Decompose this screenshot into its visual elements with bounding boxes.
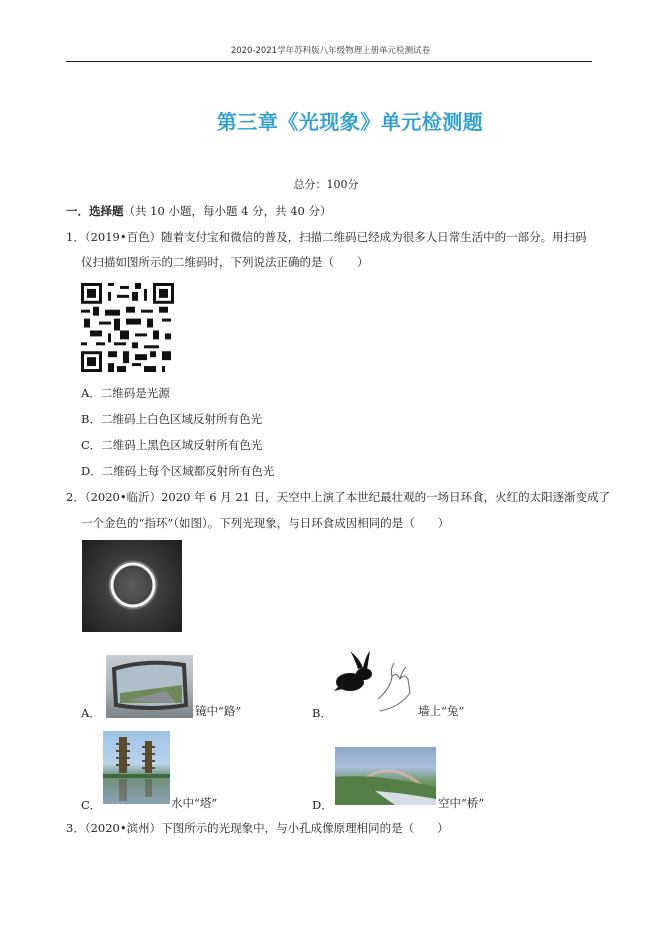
qr-code-image: [81, 283, 174, 372]
q1-stem-line2: 仪扫描如图所示的二维码时，下列说法正确的是（ ）: [81, 255, 369, 269]
q2-stem-line2: 一个金色的“指环”（如图）。下列光现象，与日环食成因相同的是（ ）: [81, 516, 450, 530]
q2-option-b-letter: B．: [312, 706, 332, 720]
document-title: 第三章《光现象》单元检测题: [216, 110, 484, 134]
q2-option-a-letter: A．: [81, 706, 101, 720]
page-header: 2020-2021学年苏科版八年级物理上册单元检测试卷: [230, 46, 431, 56]
q1-option-a: A．二维码是光源: [81, 386, 170, 400]
section-note: （共 10 小题，每小题 4 分，共 40 分）: [123, 204, 332, 218]
q2-stem-line1: 2．（2020•临沂）2020 年 6 月 21 日，天空中上演了本世纪最壮观的一场日环食，火红的太阳逐渐变成了: [66, 490, 611, 504]
q1-option-b: B．二维码上白色区域反射所有色光: [81, 412, 262, 426]
section-label: 一．选择题: [66, 204, 124, 218]
q2-option-c-text: 水中“塔”: [171, 796, 218, 810]
q2-option-c-letter: C．: [81, 798, 102, 812]
q2-option-a-text: 镜中“路”: [195, 704, 242, 718]
pagoda-reflection-photo: [103, 731, 170, 804]
car-mirror-photo: [106, 655, 193, 718]
section-heading: [66, 203, 332, 219]
q1-stem-line1: 1．（2019•百色）随着支付宝和微信的普及，扫描二维码已经成为很多人日常生活中的一部分。用扫码: [66, 230, 587, 244]
q1-option-d: D．二维码上每个区域都反射所有色光: [81, 464, 275, 478]
rainbow-landscape-photo: [335, 747, 436, 805]
total-score: 总分：100分: [293, 178, 359, 191]
q2-option-d-text: 空中“桥”: [438, 796, 485, 810]
hand-shadow-rabbit-image: [330, 649, 418, 717]
q1-option-c: C．二维码上黑色区域反射所有色光: [81, 438, 263, 452]
q3-stem-line1: 3．（2020•滨州）下图所示的光现象中，与小孔成像原理相同的是（ ）: [66, 821, 449, 835]
annular-eclipse-photo: [82, 540, 182, 632]
q2-option-d-letter: D．: [312, 798, 333, 812]
header-divider: [66, 61, 592, 62]
q2-option-b-text: 墙上“兔”: [418, 704, 465, 718]
